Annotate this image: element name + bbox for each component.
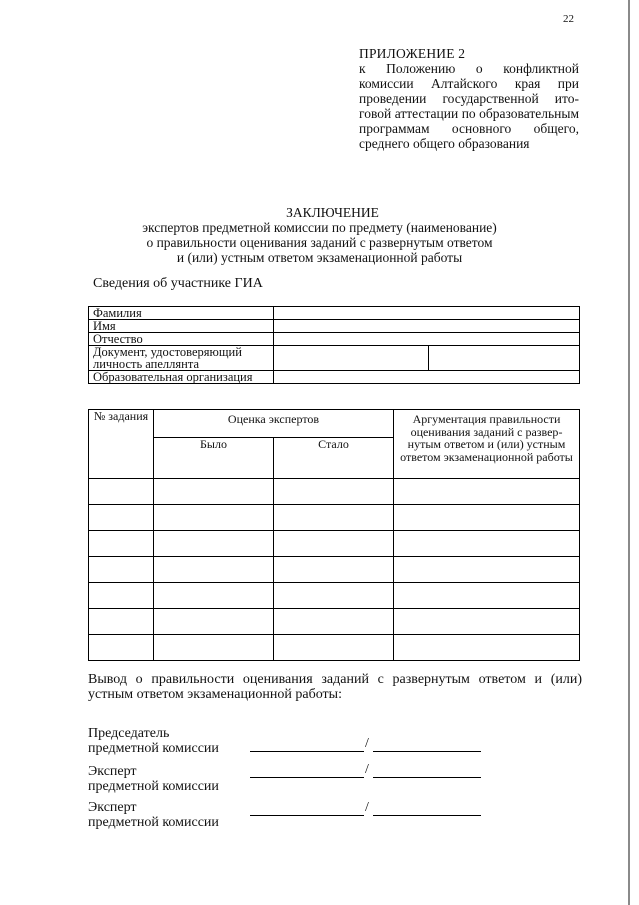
field-document-series[interactable] (274, 346, 429, 371)
cell-argumentation[interactable] (394, 531, 580, 557)
title-line-4: и (или) устным ответом экзаменационной работы (176, 250, 463, 265)
title-line-2: экспертов предметной комиссии по предмету (наименование) (142, 220, 497, 235)
name-line-chairman[interactable] (373, 751, 481, 752)
evaluation-table-body (89, 479, 580, 661)
cell-score-became[interactable] (274, 557, 394, 583)
cell-score-became[interactable] (274, 505, 394, 531)
cell-argumentation[interactable] (394, 557, 580, 583)
label-organization: Образовательная организация (89, 371, 274, 384)
table-row (89, 333, 580, 346)
cell-task-number[interactable] (89, 557, 154, 583)
signature-separator: / (365, 736, 369, 751)
signature-line-chairman[interactable] (250, 751, 364, 752)
field-organization[interactable] (274, 371, 580, 384)
signature-chairman (88, 726, 219, 756)
appendix-block (359, 46, 579, 151)
table-row (89, 531, 580, 557)
field-patronymic[interactable] (274, 333, 580, 346)
participant-heading: Сведения об участнике ГИА (93, 276, 263, 291)
evaluation-table (88, 409, 580, 661)
signature-expert-2 (88, 800, 219, 830)
field-name[interactable] (274, 320, 580, 333)
label-name: Имя (89, 320, 274, 333)
signature-chairman-committee: предметной комиссии (88, 741, 219, 756)
signature-expert-2-committee: предметной комиссии (88, 815, 219, 830)
appendix-text: к Положению о конфликтной комиссии Алтайского края при проведении государственной итоговой аттестации по образовательным программам основного общего, среднего общего образования (359, 61, 579, 151)
cell-score-was[interactable] (154, 531, 274, 557)
table-row (89, 557, 580, 583)
signature-separator: / (365, 800, 369, 815)
table-row (89, 505, 580, 531)
table-header-row (89, 410, 580, 438)
cell-task-number[interactable] (89, 609, 154, 635)
title-line-3: о правильности оценивания заданий с развернутым ответом (146, 235, 493, 250)
cell-score-was[interactable] (154, 505, 274, 531)
cell-argumentation[interactable] (394, 609, 580, 635)
signature-line-expert-2[interactable] (250, 815, 364, 816)
cell-score-became[interactable] (274, 635, 394, 661)
cell-score-was[interactable] (154, 583, 274, 609)
page-number: 22 (563, 13, 574, 25)
signature-expert-1-title: Эксперт (88, 764, 137, 779)
cell-argumentation[interactable] (394, 583, 580, 609)
field-surname[interactable] (274, 307, 580, 320)
header-was: Было (154, 438, 274, 479)
signature-expert-1 (88, 764, 219, 794)
signature-expert-2-title: Эксперт (88, 800, 137, 815)
table-row (89, 479, 580, 505)
table-row (89, 583, 580, 609)
cell-score-was[interactable] (154, 479, 274, 505)
cell-task-number[interactable] (89, 583, 154, 609)
cell-score-became[interactable] (274, 583, 394, 609)
header-became: Стало (274, 438, 394, 479)
cell-score-became[interactable] (274, 479, 394, 505)
header-expert-score: Оценка экспертов (154, 410, 394, 438)
cell-task-number[interactable] (89, 479, 154, 505)
table-row (89, 320, 580, 333)
label-patronymic: Отчество (89, 333, 274, 346)
signature-separator: / (365, 762, 369, 777)
table-row (89, 307, 580, 320)
appendix-heading: ПРИЛОЖЕНИЕ 2 (359, 46, 466, 61)
title-line-1: ЗАКЛЮЧЕНИЕ (286, 205, 379, 220)
table-row (89, 346, 580, 371)
page-edge-shadow (628, 0, 630, 905)
table-row (89, 371, 580, 384)
table-row (89, 609, 580, 635)
cell-score-was[interactable] (154, 557, 274, 583)
cell-score-was[interactable] (154, 635, 274, 661)
name-line-expert-2[interactable] (373, 815, 481, 816)
header-task-number: № задания (89, 410, 154, 479)
cell-task-number[interactable] (89, 531, 154, 557)
cell-score-was[interactable] (154, 609, 274, 635)
header-argumentation: Аргументация правильности оценивания заданий с развернутым ответом и (или) устным ответом экзаменационной работы (394, 410, 580, 479)
cell-score-became[interactable] (274, 609, 394, 635)
table-row (89, 635, 580, 661)
field-document-number[interactable] (429, 346, 580, 371)
cell-argumentation[interactable] (394, 479, 580, 505)
cell-argumentation[interactable] (394, 505, 580, 531)
signature-line-expert-1[interactable] (250, 777, 364, 778)
label-surname: Фамилия (89, 307, 274, 320)
cell-task-number[interactable] (89, 635, 154, 661)
cell-argumentation[interactable] (394, 635, 580, 661)
participant-info-table (88, 306, 580, 384)
document-title (0, 205, 639, 265)
label-document: Документ, удостоверяющий личность апеллянта (89, 346, 274, 371)
cell-task-number[interactable] (89, 505, 154, 531)
signature-expert-1-committee: предметной комиссии (88, 779, 219, 794)
signature-chairman-title: Председатель (88, 726, 170, 741)
conclusion-text: Вывод о правильности оценивания заданий с развернутым ответом и (или) устным ответом экзаменационной работы: (88, 672, 582, 702)
name-line-expert-1[interactable] (373, 777, 481, 778)
cell-score-became[interactable] (274, 531, 394, 557)
